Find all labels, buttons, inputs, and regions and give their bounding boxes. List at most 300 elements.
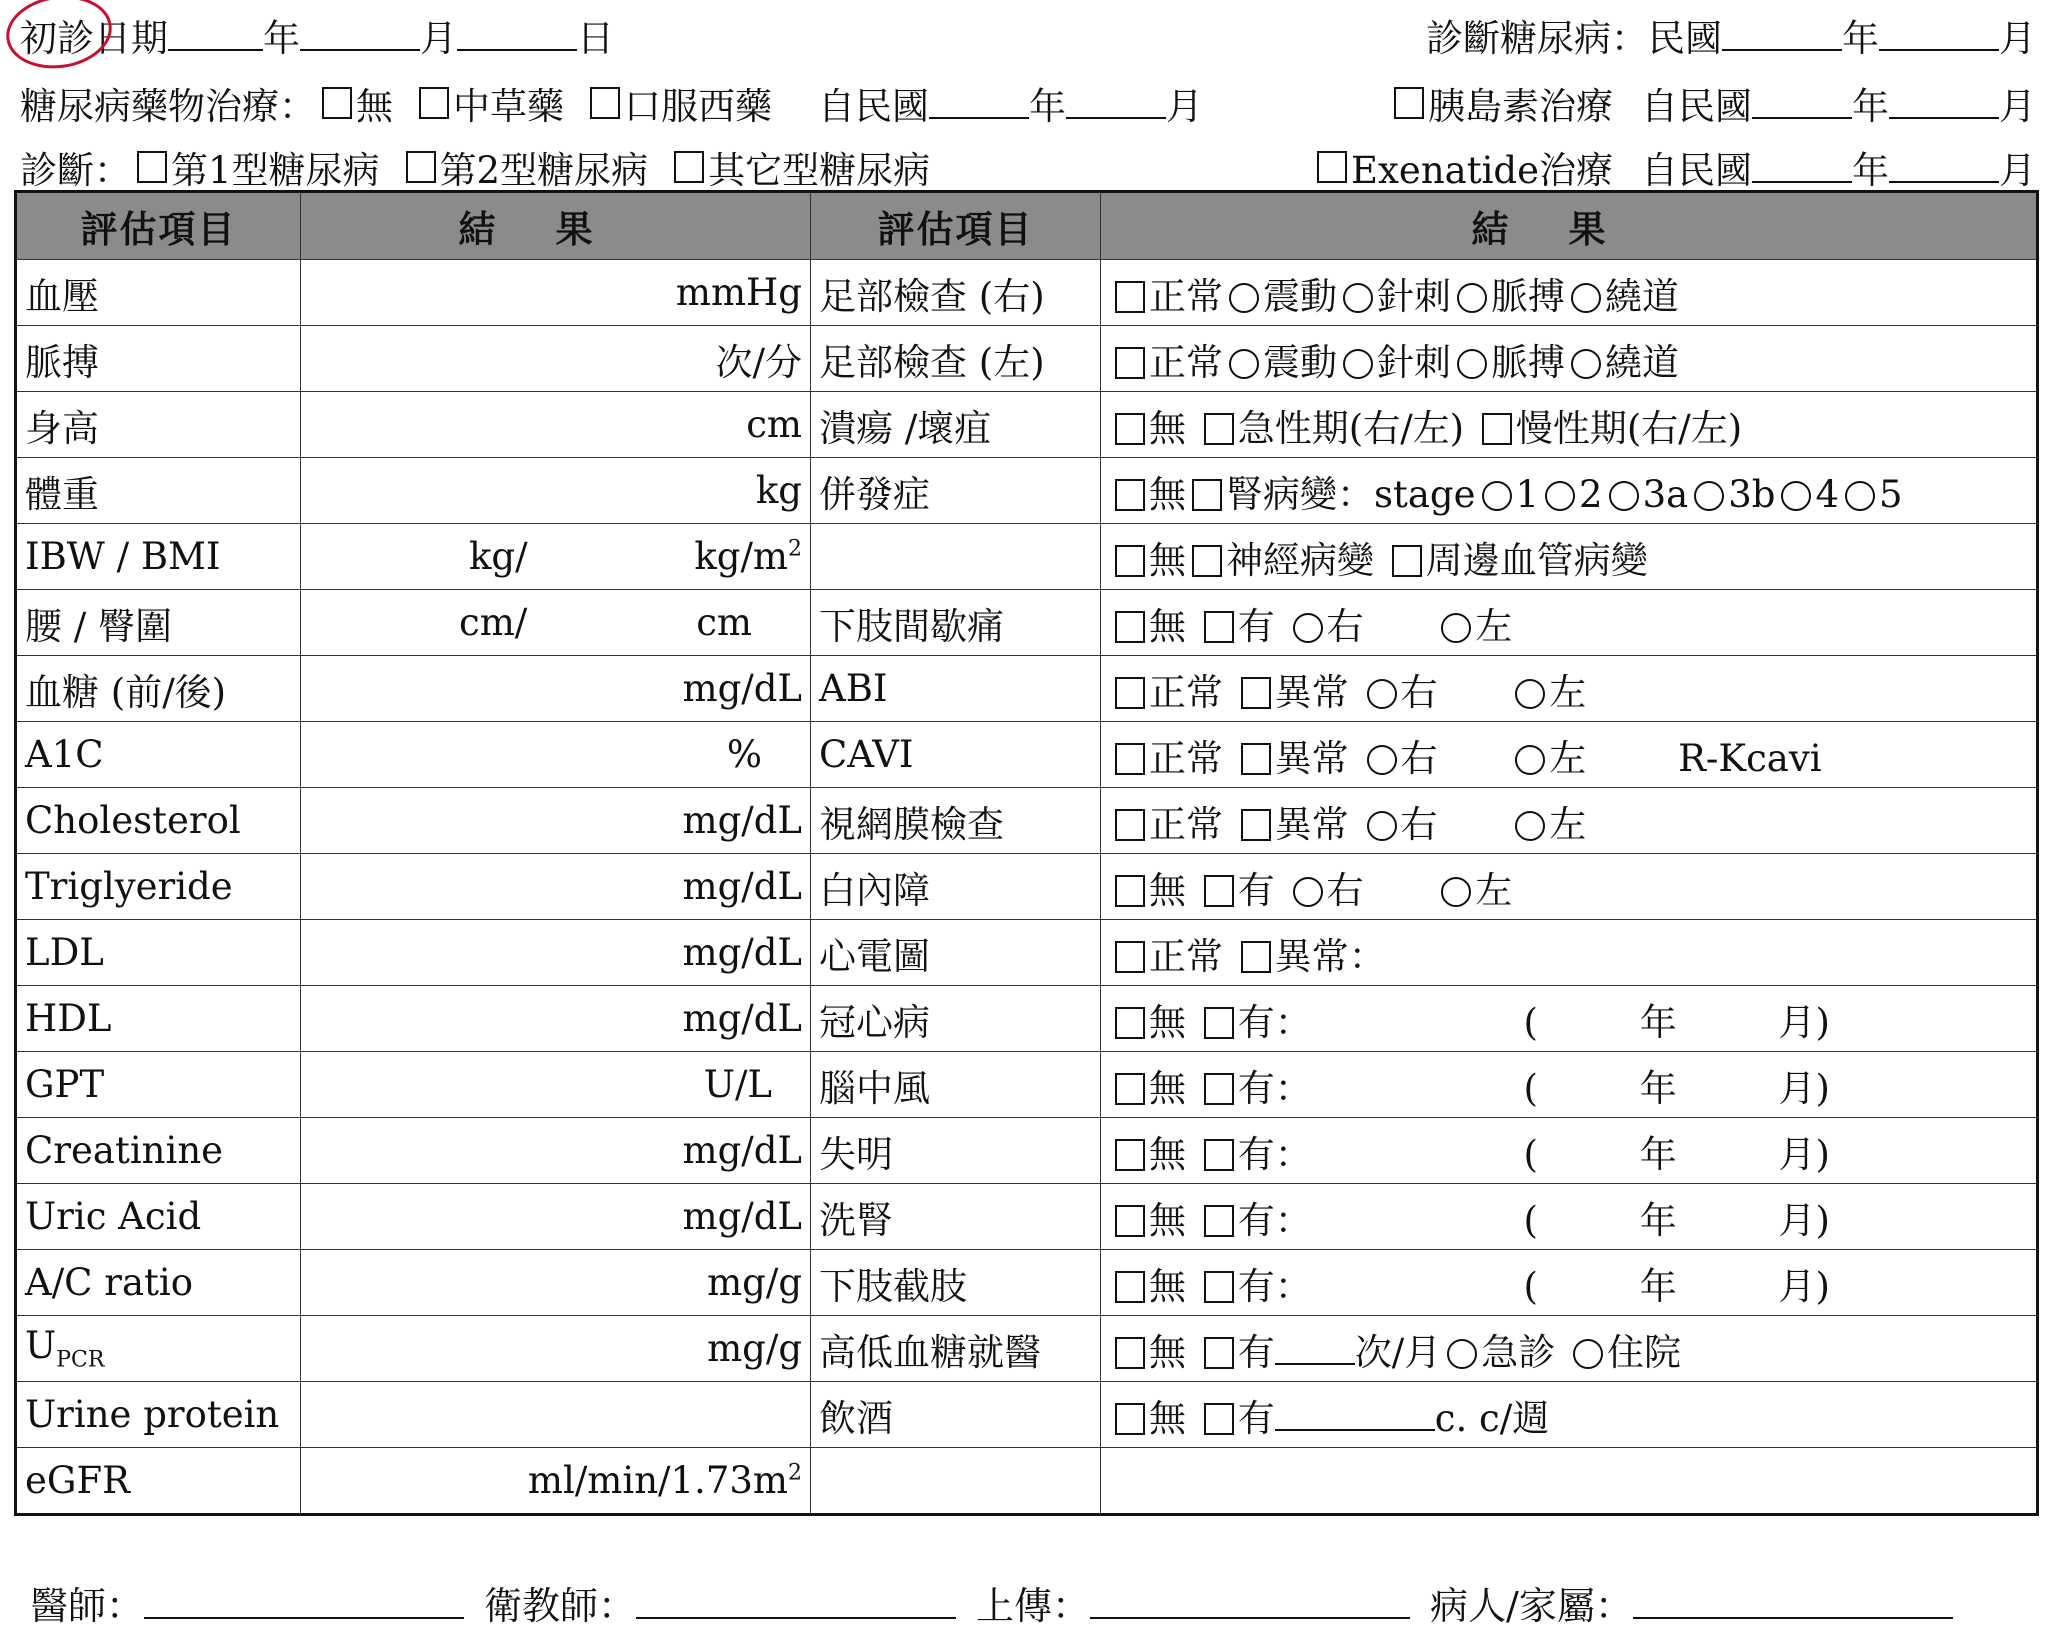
table-row (16, 326, 2038, 392)
paren-label: ( (1523, 1264, 1538, 1308)
result-cell[interactable] (301, 1316, 811, 1382)
radio[interactable] (1457, 283, 1487, 313)
checkbox[interactable] (419, 87, 449, 119)
result-options (1101, 986, 2038, 1052)
none-label: 無 (356, 85, 393, 128)
checkbox[interactable] (1115, 677, 1145, 709)
item-label: A1C (16, 722, 301, 788)
checkbox[interactable] (1115, 1271, 1145, 1303)
assessment-table (14, 190, 2039, 1516)
checkbox[interactable] (1204, 1403, 1234, 1435)
checkbox[interactable] (1204, 1073, 1234, 1105)
header-line-1 (20, 8, 2036, 62)
checkbox[interactable] (1241, 809, 1271, 841)
result-options (1101, 1184, 2038, 1250)
result-options (1101, 1316, 2038, 1382)
radio[interactable] (1781, 481, 1811, 511)
table-row (16, 986, 2038, 1052)
cc-field[interactable] (1275, 1399, 1435, 1431)
checkbox[interactable] (1115, 281, 1145, 313)
result-cell[interactable] (301, 656, 811, 722)
option-label: 右 (1400, 802, 1438, 846)
option-label: 有： (1237, 1066, 1312, 1110)
result-cell[interactable] (301, 524, 811, 590)
checkbox[interactable] (1192, 479, 1222, 511)
drug-treatment-label: 糖尿病藥物治療： (20, 85, 316, 128)
type1-label: 第1型糖尿病 (171, 149, 380, 192)
diagnosis-label: 診斷： (20, 149, 131, 192)
checkbox[interactable] (1115, 1073, 1145, 1105)
year-label: 年 (1639, 1066, 1677, 1110)
result-options (1101, 1118, 2038, 1184)
exenatide-month-field[interactable] (1889, 147, 1999, 183)
table-row (16, 260, 2038, 326)
result-cell[interactable] (301, 1448, 811, 1515)
mid-unit-label: cm/ (459, 601, 528, 644)
checkbox[interactable] (1204, 1007, 1234, 1039)
checkbox[interactable] (1241, 941, 1271, 973)
insulin-label: 胰島素治療 (1428, 85, 1613, 128)
result-options (1101, 920, 2038, 986)
checkbox[interactable] (1204, 1205, 1234, 1237)
other-type-label: 其它型糖尿病 (708, 149, 931, 192)
item-label: ABI (811, 656, 1101, 722)
radio[interactable] (1515, 679, 1545, 709)
paren-label: ( (1523, 1000, 1538, 1044)
radio[interactable] (1482, 481, 1512, 511)
checkbox[interactable] (1115, 1007, 1145, 1039)
doctor-signature-field[interactable] (144, 1583, 464, 1619)
item-label: 心電圖 (811, 920, 1101, 986)
item-label: eGFR (16, 1448, 301, 1515)
checkbox[interactable] (590, 87, 620, 119)
patient-label: 病人/家屬： (1430, 1584, 1633, 1628)
item-label: GPT (16, 1052, 301, 1118)
since-roc-label: 自民國 (1641, 149, 1752, 192)
option-label: 有 (1237, 1330, 1275, 1374)
table-row (16, 1052, 2038, 1118)
item-label: 下肢截肢 (811, 1250, 1101, 1316)
result-cell[interactable] (301, 326, 811, 392)
first-visit-year-field[interactable] (168, 15, 263, 51)
month-label: 月) (1778, 1000, 1830, 1044)
option-label: 正常 (1149, 340, 1223, 384)
checkbox[interactable] (1204, 1271, 1234, 1303)
radio[interactable] (1293, 613, 1323, 643)
checkbox[interactable] (1394, 87, 1424, 119)
result-cell[interactable] (301, 854, 811, 920)
checkbox[interactable] (1204, 875, 1234, 907)
table-row (16, 854, 2038, 920)
result-options (1101, 656, 2038, 722)
unit-label: ml/min/1.73m (527, 1459, 788, 1502)
option-label: 有 (1237, 604, 1275, 648)
result-options (1101, 722, 2038, 788)
radio[interactable] (1229, 349, 1259, 379)
checkbox[interactable] (1482, 413, 1512, 445)
option-label: 左 (1475, 604, 1513, 648)
checkbox[interactable] (1241, 677, 1271, 709)
option-label: 正常 (1149, 736, 1223, 780)
checkbox[interactable] (1115, 413, 1145, 445)
result-cell[interactable] (301, 1118, 811, 1184)
educator-signature-field[interactable] (636, 1583, 956, 1619)
item-label: 足部檢查 (左) (811, 326, 1101, 392)
radio[interactable] (1229, 283, 1259, 313)
year-label: 年 (1842, 17, 1879, 60)
unit-label: cm (696, 601, 752, 644)
option-label: 無 (1149, 1132, 1186, 1176)
checkbox[interactable] (1115, 941, 1145, 973)
unit-label: mmHg (675, 271, 802, 314)
option-label: 神經病變 (1226, 538, 1374, 582)
result-cell[interactable] (301, 722, 811, 788)
stage-label: 1 (1515, 472, 1540, 516)
radio[interactable] (1609, 481, 1639, 511)
exenatide-label: Exenatide治療 (1351, 149, 1613, 192)
result-cell[interactable] (301, 260, 811, 326)
result-cell[interactable] (301, 458, 811, 524)
result-options (1101, 1052, 2038, 1118)
checkbox[interactable] (674, 151, 704, 183)
unit-label: U/L (703, 1063, 772, 1106)
table-row (16, 392, 2038, 458)
option-label: 無 (1149, 868, 1186, 912)
stage-label: 2 (1579, 472, 1603, 516)
stage-label: 3b (1728, 472, 1776, 516)
item-label: 失明 (811, 1118, 1101, 1184)
result-options (1101, 788, 2038, 854)
option-label: 無 (1149, 472, 1186, 516)
result-cell[interactable] (301, 590, 811, 656)
result-cell[interactable] (301, 392, 811, 458)
checkbox[interactable] (1204, 413, 1234, 445)
month-label: 月 (1166, 85, 1203, 128)
unit-label: mg/dL (682, 1195, 802, 1238)
item-label: Urine protein (16, 1382, 301, 1448)
month-label: 月 (420, 17, 457, 60)
item-label: LDL (16, 920, 301, 986)
table-row (16, 1316, 2038, 1382)
first-visit-day-field[interactable] (457, 15, 577, 51)
upcr-subscript: PCR (56, 1347, 105, 1373)
checkbox[interactable] (1115, 1403, 1145, 1435)
year-label: 年 (1639, 1198, 1677, 1242)
item-label: Uric Acid (16, 1184, 301, 1250)
item-label: 飲酒 (811, 1382, 1101, 1448)
diagnosis-dm-label: 診斷糖尿病：民國 (1426, 17, 1722, 60)
option-label: 正常 (1149, 934, 1223, 978)
radio[interactable] (1367, 745, 1397, 775)
item-label: A/C ratio (16, 1250, 301, 1316)
option-label: 無 (1149, 604, 1186, 648)
rkcavi-label: R-Kcavi (1678, 736, 1822, 780)
year-label: 年 (1639, 1000, 1677, 1044)
option-label: 異常 (1274, 802, 1349, 846)
month-label: 月) (1778, 1132, 1830, 1176)
paren-label: ( (1523, 1198, 1538, 1242)
option-label: 脈搏 (1491, 340, 1565, 384)
educator-label: 衛教師： (484, 1584, 637, 1628)
upload-signature-field[interactable] (1090, 1583, 1410, 1619)
checkbox[interactable] (1115, 347, 1145, 379)
item-label (16, 1316, 301, 1382)
item-label: 視網膜檢查 (811, 788, 1101, 854)
checkbox[interactable] (1115, 545, 1145, 577)
item-label: 血糖 (前/後) (16, 656, 301, 722)
table-row (16, 1184, 2038, 1250)
result-cell[interactable] (301, 1184, 811, 1250)
unit-label: mg/dL (682, 667, 802, 710)
item-label: 併發症 (811, 458, 1101, 524)
result-options (1101, 590, 2038, 656)
day-label: 日 (577, 17, 614, 60)
table-row (16, 1118, 2038, 1184)
option-label: 急診 (1481, 1330, 1556, 1374)
result-options (1101, 854, 2038, 920)
checkbox[interactable] (1115, 809, 1145, 841)
checkbox[interactable] (1241, 743, 1271, 775)
table-row (16, 1448, 2038, 1515)
item-label: Cholesterol (16, 788, 301, 854)
radio[interactable] (1573, 1339, 1603, 1369)
option-label: 正常 (1149, 274, 1223, 318)
option-label: 異常： (1274, 934, 1386, 978)
oral-year-field[interactable] (929, 83, 1029, 119)
checkbox[interactable] (1115, 1139, 1145, 1171)
option-label: 有： (1237, 1264, 1312, 1308)
result-cell[interactable] (301, 788, 811, 854)
radio[interactable] (1571, 349, 1601, 379)
upload-label: 上傳： (976, 1584, 1091, 1628)
option-label: 無 (1149, 1396, 1186, 1440)
oral-month-field[interactable] (1066, 83, 1166, 119)
radio[interactable] (1293, 877, 1323, 907)
option-label: 右 (1400, 736, 1438, 780)
option-label: 無 (1149, 1066, 1186, 1110)
times-field[interactable] (1275, 1333, 1355, 1365)
year-label: 年 (1639, 1132, 1677, 1176)
exenatide-year-field[interactable] (1752, 147, 1852, 183)
unit-label: mg/g (707, 1261, 802, 1304)
first-visit-label: 初診日期 (20, 8, 168, 62)
mid-unit-label: kg/ (469, 535, 528, 578)
oral-western-label: 口服西藥 (624, 85, 772, 128)
option-label: 無 (1149, 1000, 1186, 1044)
option-label: 針刺 (1377, 274, 1451, 318)
patient-signature-field[interactable] (1633, 1583, 1953, 1619)
table-row (16, 1382, 2038, 1448)
year-label: 年 (1852, 149, 1889, 192)
checkbox[interactable] (137, 151, 167, 183)
checkbox[interactable] (1115, 479, 1145, 511)
item-label: 體重 (16, 458, 301, 524)
option-label: 右 (1326, 868, 1364, 912)
chinese-herb-label: 中草藥 (453, 85, 564, 128)
option-label: 繞道 (1605, 340, 1679, 384)
result-cell[interactable] (301, 1052, 811, 1118)
checkbox[interactable] (322, 87, 352, 119)
stage-label: 4 (1815, 472, 1839, 516)
header-item: 評估項目 (16, 192, 301, 260)
since-roc-label: 自民國 (818, 85, 929, 128)
result-options (1101, 1382, 2038, 1448)
year-label: 年 (1852, 85, 1889, 128)
radio[interactable] (1457, 349, 1487, 379)
radio[interactable] (1441, 877, 1471, 907)
option-label: 震動 (1263, 340, 1337, 384)
month-label: 月 (1999, 149, 2036, 192)
option-label: 慢性期(右/左) (1515, 406, 1743, 450)
item-label: 足部檢查 (右) (811, 260, 1101, 326)
item-label: Creatinine (16, 1118, 301, 1184)
option-label: 左 (1475, 868, 1513, 912)
radio[interactable] (1515, 745, 1545, 775)
checkbox[interactable] (1317, 151, 1347, 183)
result-options (1101, 392, 2038, 458)
item-label: HDL (16, 986, 301, 1052)
header-line-3 (20, 140, 2036, 194)
radio[interactable] (1571, 283, 1601, 313)
diagnosis-month-field[interactable] (1879, 15, 1999, 51)
header-result: 結果 (301, 192, 811, 260)
result-options (1101, 458, 2038, 524)
result-cell[interactable] (301, 986, 811, 1052)
result-options (1101, 260, 2038, 326)
radio[interactable] (1845, 481, 1875, 511)
stage-label: 3a (1642, 472, 1689, 516)
unit-label: mg/dL (682, 1129, 802, 1172)
table-row (16, 524, 2038, 590)
option-label: 正常 (1149, 802, 1223, 846)
signature-footer (30, 1575, 2036, 1630)
insulin-year-field[interactable] (1752, 83, 1852, 119)
checkbox[interactable] (1115, 1205, 1145, 1237)
first-visit-month-field[interactable] (300, 15, 420, 51)
table-row (16, 656, 2038, 722)
radio[interactable] (1367, 679, 1397, 709)
option-label: 左 (1549, 802, 1587, 846)
radio[interactable] (1343, 349, 1373, 379)
option-label: 次/月 (1354, 1330, 1442, 1374)
radio[interactable] (1447, 1339, 1477, 1369)
option-label: 右 (1400, 670, 1438, 714)
option-label: 無 (1149, 1198, 1186, 1242)
item-label: Triglyeride (16, 854, 301, 920)
option-label: 針刺 (1377, 340, 1451, 384)
radio[interactable] (1367, 811, 1397, 841)
unit-label: kg/m (694, 535, 788, 578)
option-label: 異常 (1274, 670, 1349, 714)
option-label: 急性期(右/左) (1237, 406, 1465, 450)
unit-label: 次/分 (715, 340, 802, 384)
item-label: 身高 (16, 392, 301, 458)
insulin-month-field[interactable] (1889, 83, 1999, 119)
month-label: 月 (1999, 17, 2036, 60)
month-label: 月) (1778, 1264, 1830, 1308)
checkbox[interactable] (1115, 743, 1145, 775)
unit-label: mg/dL (682, 931, 802, 974)
result-cell[interactable] (301, 920, 811, 986)
option-label: 有： (1237, 1000, 1312, 1044)
header-item: 評估項目 (811, 192, 1101, 260)
checkbox[interactable] (406, 151, 436, 183)
checkbox[interactable] (1115, 1337, 1145, 1369)
item-label: 脈搏 (16, 326, 301, 392)
result-options (1101, 1448, 2038, 1515)
item-label: 血壓 (16, 260, 301, 326)
result-options (1101, 524, 2038, 590)
month-label: 月) (1778, 1066, 1830, 1110)
result-cell[interactable] (301, 1382, 811, 1448)
option-label: 周邊血管病變 (1425, 538, 1648, 582)
option-label: 震動 (1263, 274, 1337, 318)
paren-label: ( (1523, 1066, 1538, 1110)
table-row (16, 920, 2038, 986)
radio[interactable] (1545, 481, 1575, 511)
header-line-2 (20, 76, 2036, 130)
option-label: 異常 (1274, 736, 1349, 780)
checkbox[interactable] (1192, 545, 1222, 577)
item-label: 高低血糖就醫 (811, 1316, 1101, 1382)
item-label: IBW / BMI (16, 524, 301, 590)
item-label: 腰 / 臀圍 (16, 590, 301, 656)
unit-label: % (726, 733, 762, 776)
checkbox[interactable] (1204, 1337, 1234, 1369)
radio[interactable] (1441, 613, 1471, 643)
option-label: 有 (1237, 1396, 1275, 1440)
radio[interactable] (1343, 283, 1373, 313)
table-row (16, 590, 2038, 656)
option-label: c. c/週 (1434, 1396, 1550, 1440)
option-label: 無 (1149, 538, 1186, 582)
doctor-label: 醫師： (30, 1584, 145, 1628)
option-label: 無 (1149, 406, 1186, 450)
radio[interactable] (1694, 481, 1724, 511)
table-row (16, 722, 2038, 788)
header-result: 結果 (1101, 192, 2038, 260)
option-label: 正常 (1149, 670, 1223, 714)
diagnosis-year-field[interactable] (1722, 15, 1842, 51)
item-label: 腦中風 (811, 1052, 1101, 1118)
result-cell[interactable] (301, 1250, 811, 1316)
item-label (811, 1448, 1101, 1515)
option-label: 有 (1237, 868, 1275, 912)
upcr-label: U (25, 1324, 57, 1368)
table-header-row (16, 192, 2038, 260)
type2-label: 第2型糖尿病 (439, 149, 649, 192)
option-label: 左 (1549, 670, 1587, 714)
item-label (811, 524, 1101, 590)
option-label: 右 (1326, 604, 1364, 648)
checkbox[interactable] (1204, 1139, 1234, 1171)
month-label: 月) (1778, 1198, 1830, 1242)
table-row (16, 788, 2038, 854)
checkbox[interactable] (1115, 875, 1145, 907)
checkbox[interactable] (1204, 611, 1234, 643)
year-label: 年 (263, 17, 300, 60)
checkbox[interactable] (1115, 611, 1145, 643)
item-label: 冠心病 (811, 986, 1101, 1052)
result-options (1101, 326, 2038, 392)
radio[interactable] (1515, 811, 1545, 841)
unit-superscript: 2 (788, 1460, 802, 1486)
checkbox[interactable] (1392, 545, 1422, 577)
item-label: 洗腎 (811, 1184, 1101, 1250)
table-row (16, 458, 2038, 524)
option-label: 有： (1237, 1198, 1312, 1242)
stage-label: 5 (1878, 472, 1903, 516)
